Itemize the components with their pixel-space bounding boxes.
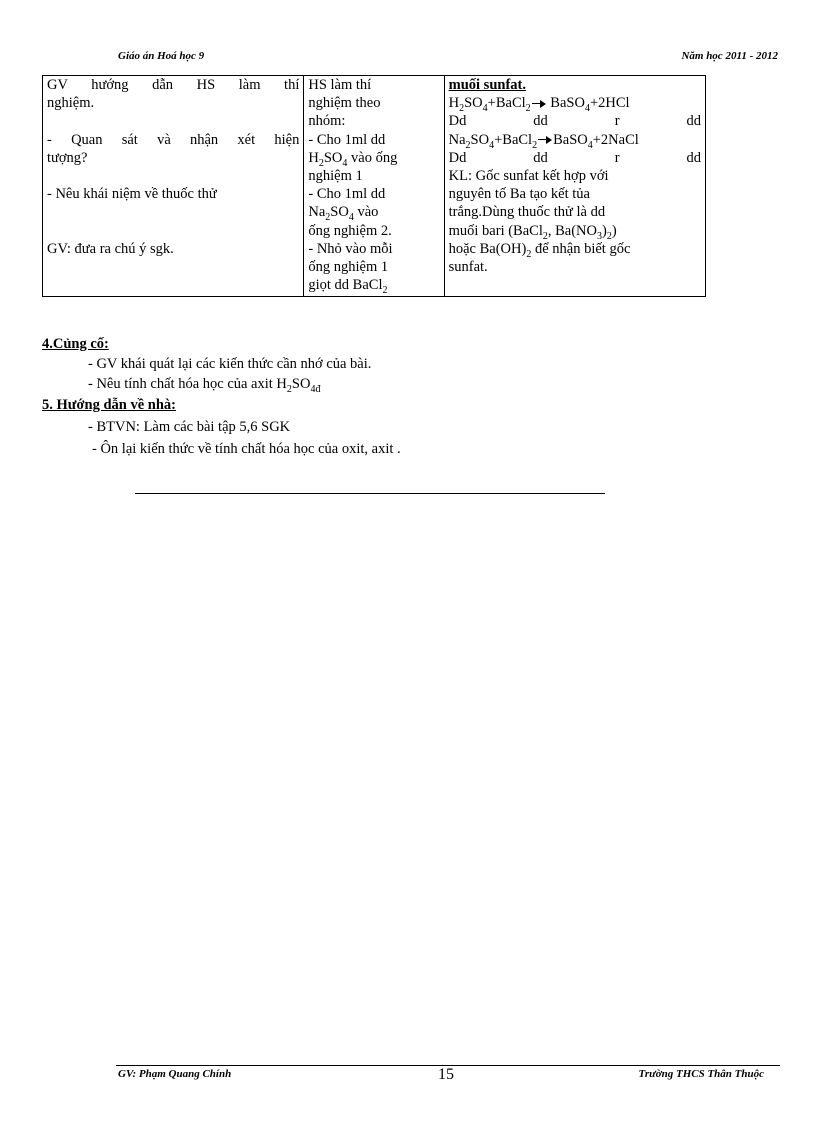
c2-line: nghiệm theo — [308, 95, 381, 112]
c1-line: nghiệm. — [47, 95, 95, 112]
c2-line: ống nghiệm 1 — [308, 259, 389, 276]
footer-teacher: GV: Phạm Quang Chính — [118, 1068, 232, 1080]
student-activity-cell — [304, 76, 444, 297]
states-2: Dd dd r dd — [448, 149, 701, 166]
c1-line: GV hướng dẫn HS làm thí — [47, 77, 300, 93]
c2-line: nhóm: — [308, 113, 346, 130]
conclusion-line: nguyên tố Ba tạo kết tủa — [448, 186, 590, 203]
reaction-arrow-icon — [532, 100, 546, 108]
section-5-item: - Ôn lại kiến thức về tính chất hóa học của oxit, axit . — [92, 441, 401, 457]
table-row — [43, 76, 706, 297]
content-title: muối sunfat. — [448, 77, 526, 93]
end-rule — [135, 493, 605, 494]
c1-line: - Nêu khái niệm về thuốc thử — [47, 186, 217, 203]
conclusion-line: muối bari (BaCl$_2$, $Ba(NO_3)_2$) — [448, 222, 617, 242]
reaction-arrow-icon — [538, 136, 552, 144]
content-cell — [444, 76, 705, 297]
equation-2: $Na_2SO_4+BaCl_2$ BaSO$_4$+2NaCl — [448, 131, 639, 151]
section-4-item: - GV khái quát lại các kiến thức cần nhớ của bài. — [88, 356, 372, 372]
c1-line: - Quan sát và nhận xét hiện — [47, 131, 300, 148]
equation-1: $H_2SO_4+BaCl_2$ BaSO$_4$+2HCl — [448, 95, 630, 115]
section-5-title: 5. Hướng dẫn về nhà: — [42, 397, 176, 413]
c2-line: - Nhỏ vào mỗi — [308, 240, 393, 257]
conclusion-line: sunfat. — [448, 259, 488, 276]
c2-line: HS làm thí — [308, 77, 372, 93]
footer-school: Trường THCS Thân Thuộc — [638, 1068, 764, 1080]
section-5-item: - BTVN: Làm các bài tập 5,6 SGK — [88, 419, 291, 435]
page-number: 15 — [438, 1066, 454, 1083]
header-left: Giáo án Hoá học 9 — [118, 50, 205, 62]
section-4-title: 4.Củng cố: — [42, 336, 109, 352]
header-right: Năm học 2011 - 2012 — [681, 50, 778, 62]
conclusion-line: trắng.Dùng thuốc thử là dd — [448, 204, 606, 221]
c2-formula-line: giọt dd BaCl$_2$ — [308, 277, 388, 297]
c2-formula-line: $H_2SO_4$ vào ống — [308, 149, 398, 169]
conclusion-line: KL: Gốc sunfat kết hợp với — [448, 168, 609, 185]
teacher-activity-cell — [43, 76, 304, 297]
c2-line: ống nghiệm 2. — [308, 222, 392, 239]
c2-formula-line: $Na_2SO_4$ vào — [308, 204, 379, 224]
c2-line: - Cho 1ml dd — [308, 186, 386, 203]
c2-line: - Cho 1ml dd — [308, 131, 386, 148]
c2-line: nghiệm 1 — [308, 168, 363, 185]
conclusion-line: hoặc $Ba(OH)_2$ để nhận biết gốc — [448, 240, 631, 260]
c1-line: GV: đưa ra chú ý sgk. — [47, 240, 174, 257]
states-1: Dd dd r dd — [448, 113, 701, 130]
lesson-table — [42, 75, 706, 297]
section-4-item: - Nêu tính chất hóa học của axit $H_2SO_{4đ}$ — [88, 376, 321, 395]
c1-line: tượng? — [47, 149, 88, 166]
